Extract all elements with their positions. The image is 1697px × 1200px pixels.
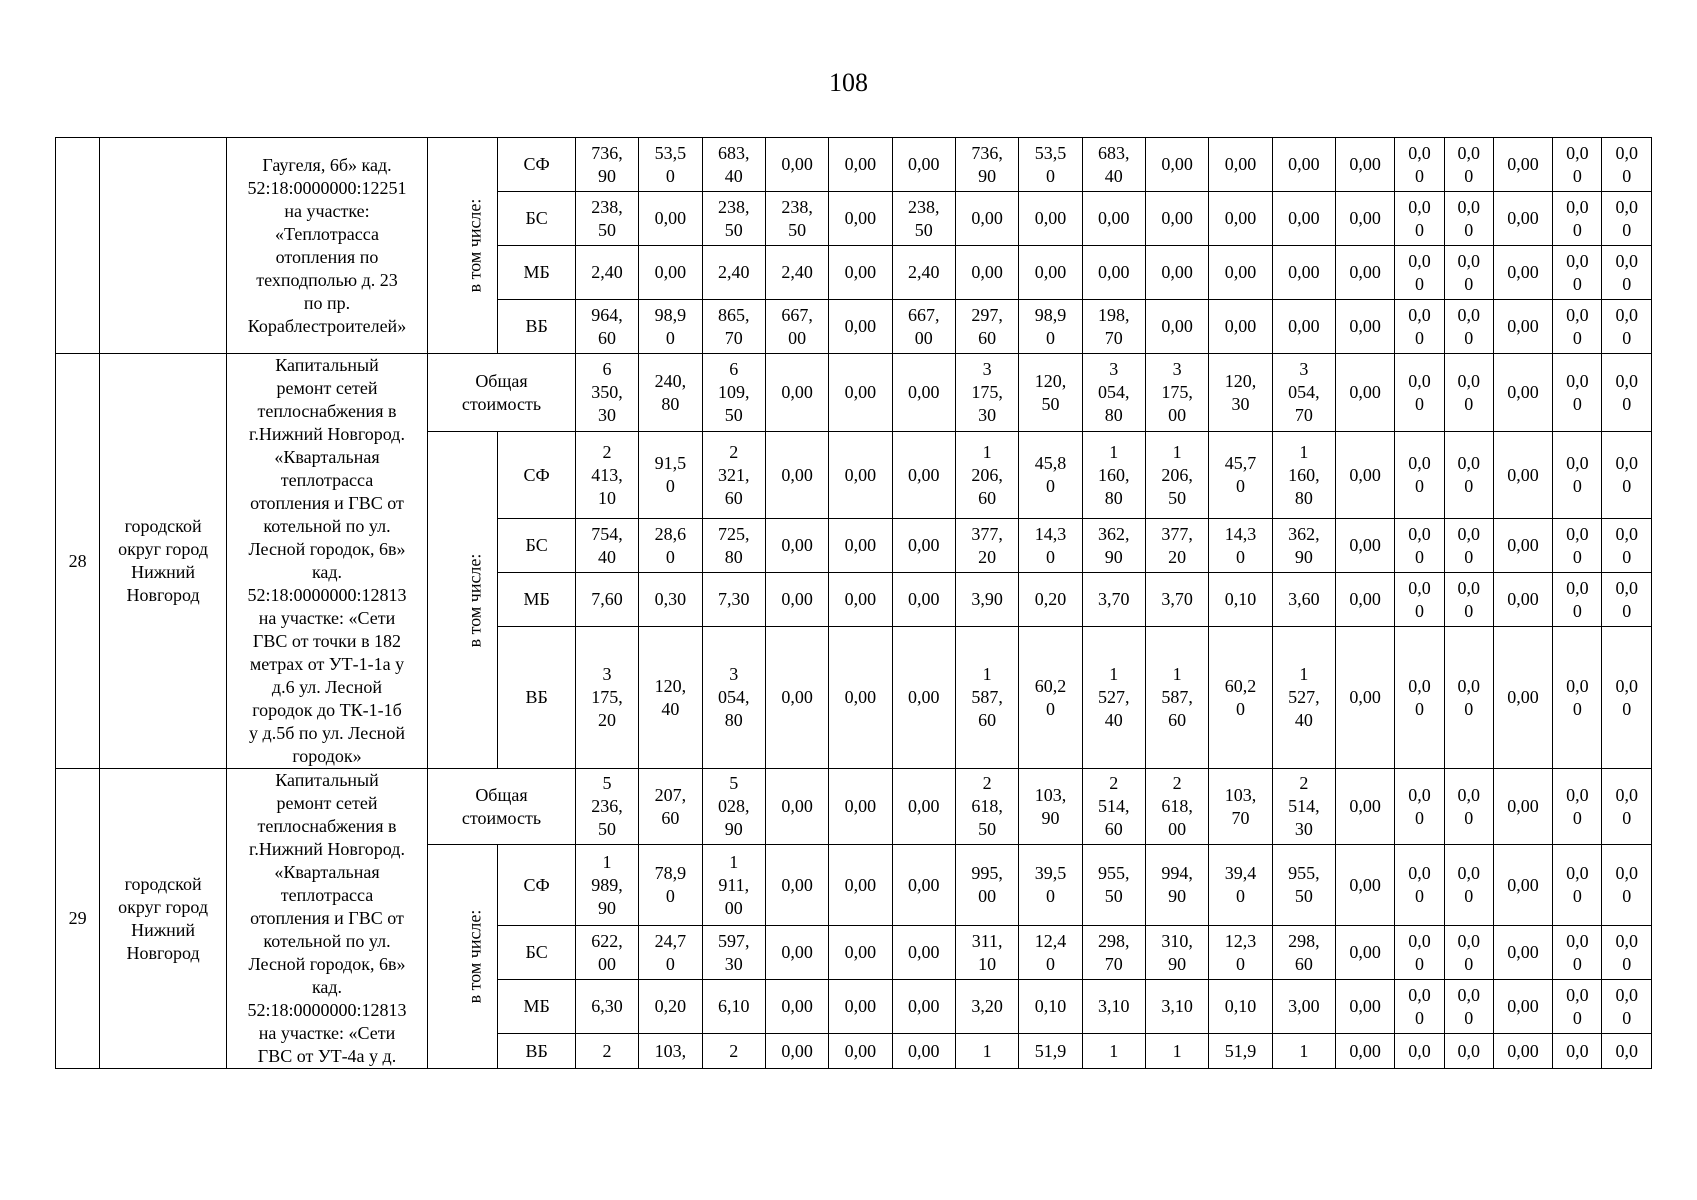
value-cell: 0,0 0	[1395, 192, 1444, 246]
value-cell: 3,90	[955, 573, 1018, 627]
value-cell: 0,00	[1336, 627, 1395, 769]
value-cell: 60,2 0	[1209, 627, 1272, 769]
value-cell: 0,0 0	[1553, 845, 1602, 926]
value-cell: 0,0 0	[1602, 845, 1652, 926]
value-cell: 2	[702, 1034, 765, 1069]
value-cell: 683, 40	[702, 138, 765, 192]
value-cell: 0,0 0	[1553, 926, 1602, 980]
value-cell: 0,00	[1272, 300, 1335, 354]
value-cell: 0,00	[1336, 845, 1395, 926]
value-cell: 994, 90	[1145, 845, 1208, 926]
value-cell: 0,00	[1082, 192, 1145, 246]
value-cell: 0,00	[1493, 432, 1552, 519]
value-cell: 0,0 0	[1395, 926, 1444, 980]
value-cell: 7,60	[575, 573, 638, 627]
value-cell: 103, 70	[1209, 769, 1272, 845]
value-cell: 298, 60	[1272, 926, 1335, 980]
value-cell: 0,00	[829, 926, 892, 980]
value-cell: 0,00	[955, 246, 1018, 300]
value-cell: 2,40	[575, 246, 638, 300]
value-cell: 0,00	[892, 845, 955, 926]
value-cell: 91,5 0	[639, 432, 702, 519]
value-cell: 3,70	[1145, 573, 1208, 627]
value-cell: 0,00	[765, 519, 828, 573]
value-cell: 0,00	[892, 627, 955, 769]
value-cell: 964, 60	[575, 300, 638, 354]
value-cell: 0,30	[639, 573, 702, 627]
value-cell: 1 527, 40	[1082, 627, 1145, 769]
value-cell: 0,0 0	[1444, 845, 1493, 926]
value-cell: 0,00	[1209, 138, 1272, 192]
value-cell: 0,00	[829, 519, 892, 573]
value-cell: 0,00	[1336, 246, 1395, 300]
value-cell: 6 350, 30	[575, 354, 638, 432]
row-index	[56, 138, 100, 354]
funding-source: БС	[498, 926, 575, 980]
funding-source: СФ	[498, 845, 575, 926]
value-cell: 0,0 0	[1553, 354, 1602, 432]
value-cell: 0,0 0	[1444, 769, 1493, 845]
value-cell: 0,00	[955, 192, 1018, 246]
value-cell: 0,0 0	[1395, 519, 1444, 573]
value-cell: 0,00	[1209, 246, 1272, 300]
value-cell: 377, 20	[955, 519, 1018, 573]
value-cell: 0,20	[1019, 573, 1082, 627]
value-cell: 45,8 0	[1019, 432, 1082, 519]
value-cell: 0,00	[892, 138, 955, 192]
value-cell: 667, 00	[765, 300, 828, 354]
value-cell: 0,00	[829, 1034, 892, 1069]
value-cell: 0,00	[829, 627, 892, 769]
including-label	[428, 138, 498, 354]
value-cell: 0,0 0	[1602, 980, 1652, 1034]
value-cell: 0,0 0	[1553, 138, 1602, 192]
value-cell: 120, 30	[1209, 354, 1272, 432]
value-cell: 1 160, 80	[1082, 432, 1145, 519]
value-cell: 0,00	[1145, 192, 1208, 246]
value-cell: 298, 70	[1082, 926, 1145, 980]
including-label	[428, 845, 498, 1069]
value-cell: 0,0 0	[1395, 845, 1444, 926]
value-cell: 0,00	[765, 769, 828, 845]
value-cell: 310, 90	[1145, 926, 1208, 980]
value-cell: 5 236, 50	[575, 769, 638, 845]
value-cell: 0,00	[765, 1034, 828, 1069]
municipality-cell	[100, 138, 227, 354]
value-cell: 0,00	[829, 769, 892, 845]
value-cell: 2 514, 60	[1082, 769, 1145, 845]
object-description: Капитальный ремонт сетей теплоснабжения в г.Нижний Новгород. «Квартальная теплотрасса отопления и ГВС от котельной по ул. Лесной городок, 6в» кад. 52:18:0000000:12813 на участке: «Сети ГВС от УТ-4а у д.	[226, 769, 427, 1069]
value-cell: 2	[575, 1034, 638, 1069]
municipality-cell: городской округ город Нижний Новгород	[100, 769, 227, 1069]
value-cell: 120, 40	[639, 627, 702, 769]
value-cell: 362, 90	[1082, 519, 1145, 573]
value-cell: 0,0 0	[1602, 627, 1652, 769]
value-cell: 0,00	[1493, 192, 1552, 246]
value-cell: 3 175, 20	[575, 627, 638, 769]
value-cell: 1 587, 60	[1145, 627, 1208, 769]
value-cell: 1 587, 60	[955, 627, 1018, 769]
value-cell: 78,9 0	[639, 845, 702, 926]
value-cell: 98,9 0	[1019, 300, 1082, 354]
value-cell: 1 206, 60	[955, 432, 1018, 519]
value-cell: 0,00	[765, 573, 828, 627]
value-cell: 1	[955, 1034, 1018, 1069]
value-cell: 0,00	[1336, 1034, 1395, 1069]
value-cell: 0,0 0	[1602, 573, 1652, 627]
value-cell: 0,00	[765, 627, 828, 769]
value-cell: 622, 00	[575, 926, 638, 980]
value-cell: 0,0 0	[1602, 300, 1652, 354]
source-row	[56, 138, 1652, 192]
value-cell: 103,	[639, 1034, 702, 1069]
value-cell: 0,0	[1553, 1034, 1602, 1069]
value-cell: 1	[1272, 1034, 1335, 1069]
value-cell: 0,0 0	[1395, 573, 1444, 627]
value-cell: 0,0 0	[1444, 519, 1493, 573]
value-cell: 865, 70	[702, 300, 765, 354]
value-cell: 0,00	[1493, 1034, 1552, 1069]
value-cell: 0,00	[1493, 627, 1552, 769]
value-cell: 955, 50	[1272, 845, 1335, 926]
value-cell: 0,00	[892, 1034, 955, 1069]
value-cell: 14,3 0	[1019, 519, 1082, 573]
value-cell: 0,00	[1145, 246, 1208, 300]
value-cell: 0,00	[1272, 246, 1335, 300]
value-cell: 0,0 0	[1553, 573, 1602, 627]
value-cell: 0,00	[765, 138, 828, 192]
value-cell: 0,00	[892, 769, 955, 845]
funding-source: МБ	[498, 573, 575, 627]
value-cell: 60,2 0	[1019, 627, 1082, 769]
value-cell: 14,3 0	[1209, 519, 1272, 573]
value-cell: 0,00	[829, 246, 892, 300]
funding-source: МБ	[498, 980, 575, 1034]
value-cell: 51,9	[1209, 1034, 1272, 1069]
value-cell: 0,00	[1493, 354, 1552, 432]
including-label-text: в том числе:	[464, 198, 485, 293]
value-cell: 0,00	[1336, 573, 1395, 627]
value-cell: 0,00	[765, 354, 828, 432]
value-cell: 955, 50	[1082, 845, 1145, 926]
value-cell: 0,00	[1493, 926, 1552, 980]
value-cell: 0,00	[892, 432, 955, 519]
funding-source: БС	[498, 192, 575, 246]
value-cell: 0,00	[829, 573, 892, 627]
value-cell: 0,00	[1493, 845, 1552, 926]
funding-source: СФ	[498, 138, 575, 192]
value-cell: 667, 00	[892, 300, 955, 354]
value-cell: 0,0 0	[1444, 246, 1493, 300]
value-cell: 0,0 0	[1602, 769, 1652, 845]
value-cell: 12,3 0	[1209, 926, 1272, 980]
value-cell: 3 054, 80	[1082, 354, 1145, 432]
value-cell: 0,0 0	[1553, 980, 1602, 1034]
value-cell: 0,0 0	[1395, 246, 1444, 300]
value-cell: 3 054, 70	[1272, 354, 1335, 432]
value-cell: 0,00	[765, 432, 828, 519]
value-cell: 3 175, 00	[1145, 354, 1208, 432]
value-cell: 0,0 0	[1553, 246, 1602, 300]
value-cell: 2,40	[892, 246, 955, 300]
value-cell: 0,10	[1209, 980, 1272, 1034]
value-cell: 0,0 0	[1602, 354, 1652, 432]
value-cell: 0,0	[1395, 1034, 1444, 1069]
value-cell: 1 160, 80	[1272, 432, 1335, 519]
value-cell: 0,0 0	[1602, 519, 1652, 573]
value-cell: 2 618, 00	[1145, 769, 1208, 845]
value-cell: 6,10	[702, 980, 765, 1034]
value-cell: 0,0 0	[1395, 769, 1444, 845]
value-cell: 98,9 0	[639, 300, 702, 354]
value-cell: 754, 40	[575, 519, 638, 573]
funding-source: СФ	[498, 432, 575, 519]
value-cell: 53,5 0	[1019, 138, 1082, 192]
funding-source: ВБ	[498, 1034, 575, 1069]
value-cell: 0,0 0	[1553, 192, 1602, 246]
value-cell: 2 321, 60	[702, 432, 765, 519]
value-cell: 12,4 0	[1019, 926, 1082, 980]
value-cell: 53,5 0	[639, 138, 702, 192]
value-cell: 0,00	[1493, 246, 1552, 300]
value-cell: 0,00	[1493, 519, 1552, 573]
value-cell: 2 618, 50	[955, 769, 1018, 845]
value-cell: 0,00	[1336, 300, 1395, 354]
including-label-text: в том числе:	[464, 909, 485, 1004]
value-cell: 0,00	[1145, 138, 1208, 192]
value-cell: 3,00	[1272, 980, 1335, 1034]
value-cell: 3,70	[1082, 573, 1145, 627]
value-cell: 2 413, 10	[575, 432, 638, 519]
value-cell: 725, 80	[702, 519, 765, 573]
value-cell: 0,0 0	[1395, 354, 1444, 432]
value-cell: 238, 50	[575, 192, 638, 246]
value-cell: 0,0 0	[1553, 432, 1602, 519]
funding-source: ВБ	[498, 627, 575, 769]
budget-table	[55, 137, 1652, 1069]
value-cell: 3,20	[955, 980, 1018, 1034]
value-cell: 0,00	[1082, 246, 1145, 300]
value-cell: 238, 50	[892, 192, 955, 246]
row-index: 28	[56, 354, 100, 769]
value-cell: 0,0 0	[1395, 300, 1444, 354]
value-cell: 0,00	[892, 573, 955, 627]
value-cell: 0,0	[1602, 1034, 1652, 1069]
including-label-text: в том числе:	[464, 553, 485, 647]
value-cell: 1 911, 00	[702, 845, 765, 926]
value-cell: 0,00	[829, 354, 892, 432]
value-cell: 3 054, 80	[702, 627, 765, 769]
value-cell: 2,40	[765, 246, 828, 300]
value-cell: 0,00	[1336, 769, 1395, 845]
total-cost-label: Общая стоимость	[428, 769, 576, 845]
object-description: Гаугеля, 6б» кад. 52:18:0000000:12251 на участке: «Теплотрасса отопления по техподполью д. 23 по пр. Кораблестроителей»	[226, 138, 427, 354]
value-cell: 0,00	[1019, 246, 1082, 300]
value-cell: 0,10	[1019, 980, 1082, 1034]
value-cell: 1 989, 90	[575, 845, 638, 926]
value-cell: 0,00	[892, 519, 955, 573]
value-cell: 28,6 0	[639, 519, 702, 573]
value-cell: 0,0 0	[1602, 432, 1652, 519]
value-cell: 0,10	[1209, 573, 1272, 627]
value-cell: 51,9	[1019, 1034, 1082, 1069]
value-cell: 45,7 0	[1209, 432, 1272, 519]
value-cell: 0,0 0	[1395, 980, 1444, 1034]
value-cell: 0,00	[1336, 926, 1395, 980]
value-cell: 3,60	[1272, 573, 1335, 627]
value-cell: 0,00	[765, 845, 828, 926]
value-cell: 0,00	[1019, 192, 1082, 246]
value-cell: 0,0 0	[1444, 138, 1493, 192]
value-cell: 0,0 0	[1444, 354, 1493, 432]
value-cell: 6,30	[575, 980, 638, 1034]
value-cell: 995, 00	[955, 845, 1018, 926]
value-cell: 0,0 0	[1602, 246, 1652, 300]
value-cell: 39,5 0	[1019, 845, 1082, 926]
object-description: Капитальный ремонт сетей теплоснабжения в г.Нижний Новгород. «Квартальная теплотрасса отопления и ГВС от котельной по ул. Лесной городок, 6в» кад. 52:18:0000000:12813 на участке: «Сети ГВС от точки в 182 метрах от УТ-1-1а у д.6 ул. Лесной городок до ТК-1-1б у д.5б по ул. Лесной городок»	[226, 354, 427, 769]
value-cell: 0,0 0	[1444, 300, 1493, 354]
value-cell: 240, 80	[639, 354, 702, 432]
value-cell: 39,4 0	[1209, 845, 1272, 926]
value-cell: 0,0 0	[1444, 192, 1493, 246]
value-cell: 0,00	[765, 926, 828, 980]
value-cell: 0,0 0	[1602, 138, 1652, 192]
value-cell: 0,0 0	[1444, 432, 1493, 519]
value-cell: 7,30	[702, 573, 765, 627]
value-cell: 0,00	[1336, 192, 1395, 246]
value-cell: 0,0 0	[1444, 573, 1493, 627]
value-cell: 0,00	[1493, 980, 1552, 1034]
value-cell: 0,00	[892, 926, 955, 980]
value-cell: 0,00	[892, 980, 955, 1034]
value-cell: 1 206, 50	[1145, 432, 1208, 519]
value-cell: 0,00	[829, 192, 892, 246]
value-cell: 120, 50	[1019, 354, 1082, 432]
value-cell: 1	[1145, 1034, 1208, 1069]
value-cell: 0,0 0	[1553, 627, 1602, 769]
value-cell: 3 175, 30	[955, 354, 1018, 432]
value-cell: 103, 90	[1019, 769, 1082, 845]
value-cell: 0,00	[829, 980, 892, 1034]
value-cell: 362, 90	[1272, 519, 1335, 573]
value-cell: 5 028, 90	[702, 769, 765, 845]
value-cell: 0,00	[829, 432, 892, 519]
value-cell: 297, 60	[955, 300, 1018, 354]
value-cell: 1 527, 40	[1272, 627, 1335, 769]
value-cell: 597, 30	[702, 926, 765, 980]
value-cell: 311, 10	[955, 926, 1018, 980]
value-cell: 0,00	[639, 192, 702, 246]
value-cell: 736, 90	[575, 138, 638, 192]
value-cell: 6 109, 50	[702, 354, 765, 432]
funding-source: ВБ	[498, 300, 575, 354]
total-cost-label: Общая стоимость	[428, 354, 576, 432]
page-number: 108	[829, 68, 868, 97]
value-cell: 377, 20	[1145, 519, 1208, 573]
funding-source: МБ	[498, 246, 575, 300]
value-cell: 0,00	[1493, 138, 1552, 192]
value-cell: 0,00	[1493, 769, 1552, 845]
value-cell: 238, 50	[765, 192, 828, 246]
value-cell: 0,00	[829, 845, 892, 926]
value-cell: 0,00	[1209, 192, 1272, 246]
value-cell: 0,00	[829, 138, 892, 192]
value-cell: 0,00	[1336, 980, 1395, 1034]
value-cell: 736, 90	[955, 138, 1018, 192]
value-cell: 0,0 0	[1553, 300, 1602, 354]
value-cell: 0,00	[1336, 519, 1395, 573]
value-cell: 0,00	[1272, 138, 1335, 192]
value-cell: 2 514, 30	[1272, 769, 1335, 845]
value-cell: 24,7 0	[639, 926, 702, 980]
value-cell: 0,00	[892, 354, 955, 432]
value-cell: 3,10	[1082, 980, 1145, 1034]
total-row	[56, 354, 1652, 432]
value-cell: 3,10	[1145, 980, 1208, 1034]
value-cell: 0,0 0	[1444, 980, 1493, 1034]
value-cell: 0,00	[765, 980, 828, 1034]
value-cell: 0,00	[1336, 138, 1395, 192]
value-cell: 207, 60	[639, 769, 702, 845]
value-cell: 0,0 0	[1553, 519, 1602, 573]
value-cell: 2,40	[702, 246, 765, 300]
row-index: 29	[56, 769, 100, 1069]
funding-source: БС	[498, 519, 575, 573]
value-cell: 0,0 0	[1444, 926, 1493, 980]
value-cell: 0,00	[1493, 573, 1552, 627]
value-cell: 0,0 0	[1395, 138, 1444, 192]
value-cell: 0,00	[1145, 300, 1208, 354]
value-cell: 0,0	[1444, 1034, 1493, 1069]
including-label	[428, 432, 498, 769]
value-cell: 198, 70	[1082, 300, 1145, 354]
value-cell: 0,00	[1336, 432, 1395, 519]
value-cell: 0,20	[639, 980, 702, 1034]
value-cell: 238, 50	[702, 192, 765, 246]
value-cell: 0,00	[1209, 300, 1272, 354]
value-cell: 0,0 0	[1395, 432, 1444, 519]
total-row	[56, 769, 1652, 845]
value-cell: 683, 40	[1082, 138, 1145, 192]
value-cell: 0,00	[639, 246, 702, 300]
value-cell: 0,00	[1336, 354, 1395, 432]
value-cell: 0,00	[1493, 300, 1552, 354]
value-cell: 0,00	[829, 300, 892, 354]
value-cell: 1	[1082, 1034, 1145, 1069]
value-cell: 0,00	[1272, 192, 1335, 246]
value-cell: 0,0 0	[1602, 926, 1652, 980]
value-cell: 0,0 0	[1602, 192, 1652, 246]
value-cell: 0,0 0	[1444, 627, 1493, 769]
municipality-cell: городской округ город Нижний Новгород	[100, 354, 227, 769]
value-cell: 0,0 0	[1553, 769, 1602, 845]
value-cell: 0,0 0	[1395, 627, 1444, 769]
